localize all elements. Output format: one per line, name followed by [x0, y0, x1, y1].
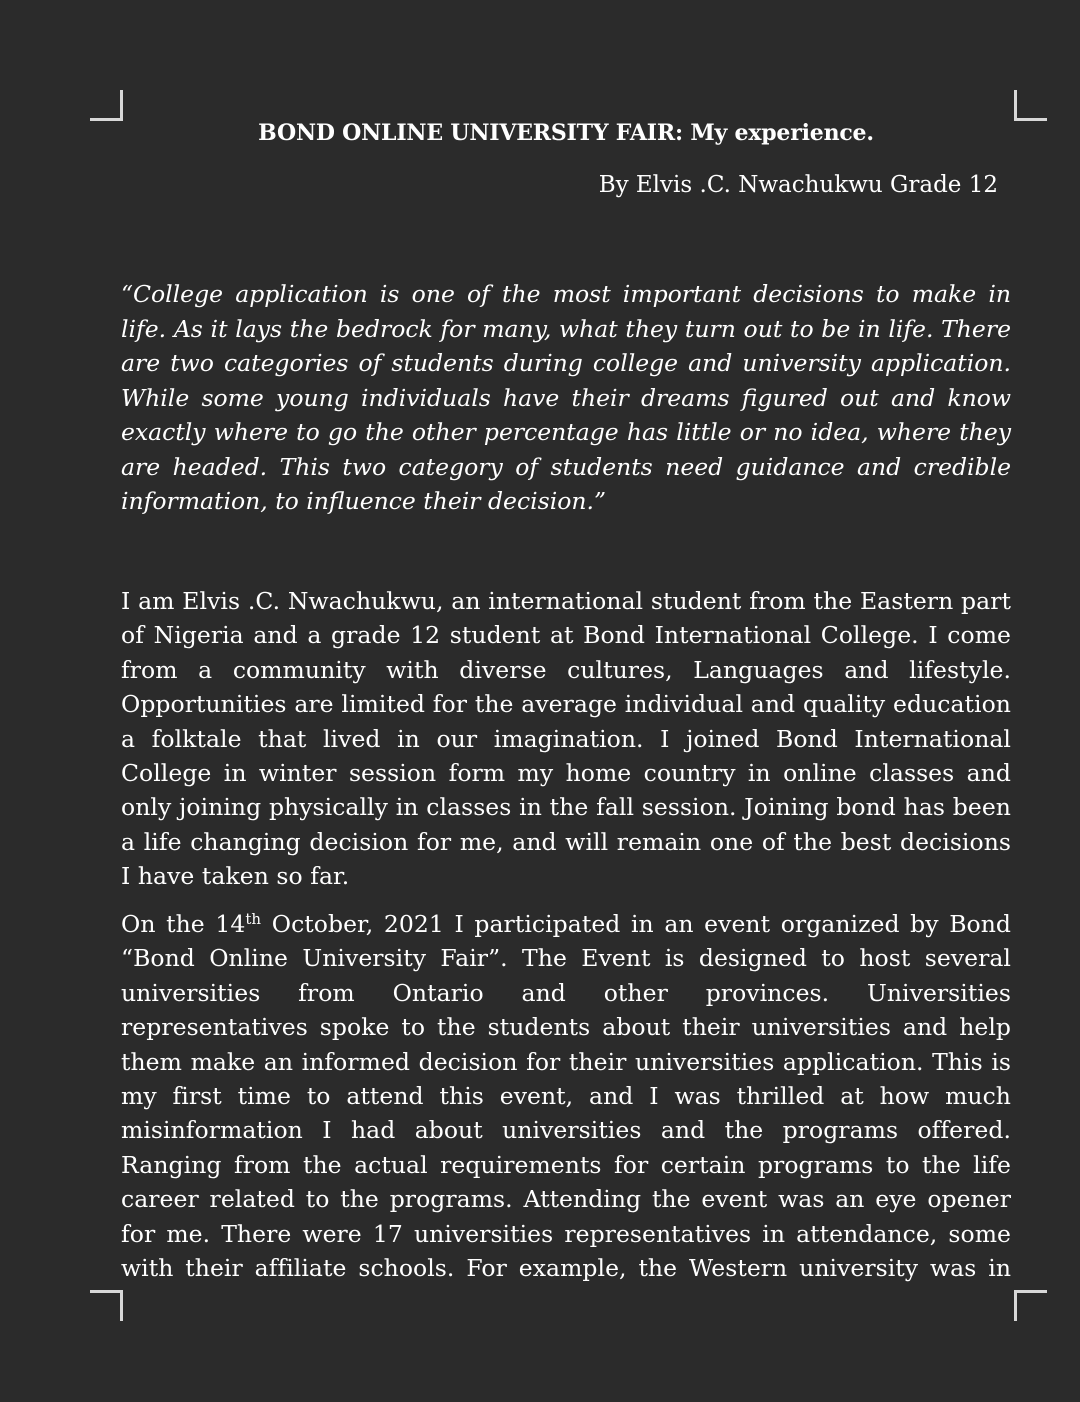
author-byline: By Elvis .C. Nwachukwu Grade 12: [598, 172, 998, 198]
paragraph-event-rest: October, 2021 I participated in an event organized by Bond “Bond Online University Fair”. The Event is designed to host several universities from Ontario and other provinces. Universities representatives spoke to the students about their universities and help them make an informed decision for their universities application. This is my first time to attend this event, and I was thrilled at how much misinformation I had about universities and the programs offered. Ranging from the actual requirements for certain programs to the life career related to the programs. Attending the event was an eye opener for me. There were 17 universities representatives in attendance, some with their affiliate schools. For example, the Western university was in: [121, 910, 1012, 1283]
paragraph-introduction: I am Elvis .C. Nwachukwu, an international student from the Eastern part of Nigeria and a grade 12 student at Bond International College. I come from a community with diverse cultures, Languages and lifestyle. Opportunities are limited for the average individual and quality education a folktale that lived in our imagination. I joined Bond International College in winter session form my home country in online classes and only joining physically in classes in the fall session. Joining bond has been a life changing decision for me, and will remain one of the best decisions I have taken so far.: [121, 587, 1011, 891]
paragraph-event-start: On the 14: [121, 910, 246, 938]
crop-mark-top-left: [90, 90, 123, 121]
crop-mark-top-right: [1014, 90, 1047, 121]
paragraph-event: [121, 907, 1011, 1285]
ordinal-suffix: th: [245, 910, 262, 928]
crop-mark-bottom-left: [90, 1290, 123, 1321]
crop-mark-bottom-right: [1014, 1290, 1047, 1321]
intro-quote: “College application is one of the most important decisions to make in life. As it lays the bedrock for many, what they turn out to be in life. There are two categories of students during college and university application. While some young individuals have their dreams figured out and know exactly where to go the other percentage has little or no idea, where they are headed. This two category of students need guidance and credible information, to influence their decision.”: [121, 280, 1011, 515]
document-title: BOND ONLINE UNIVERSITY FAIR: My experience.: [258, 120, 874, 146]
